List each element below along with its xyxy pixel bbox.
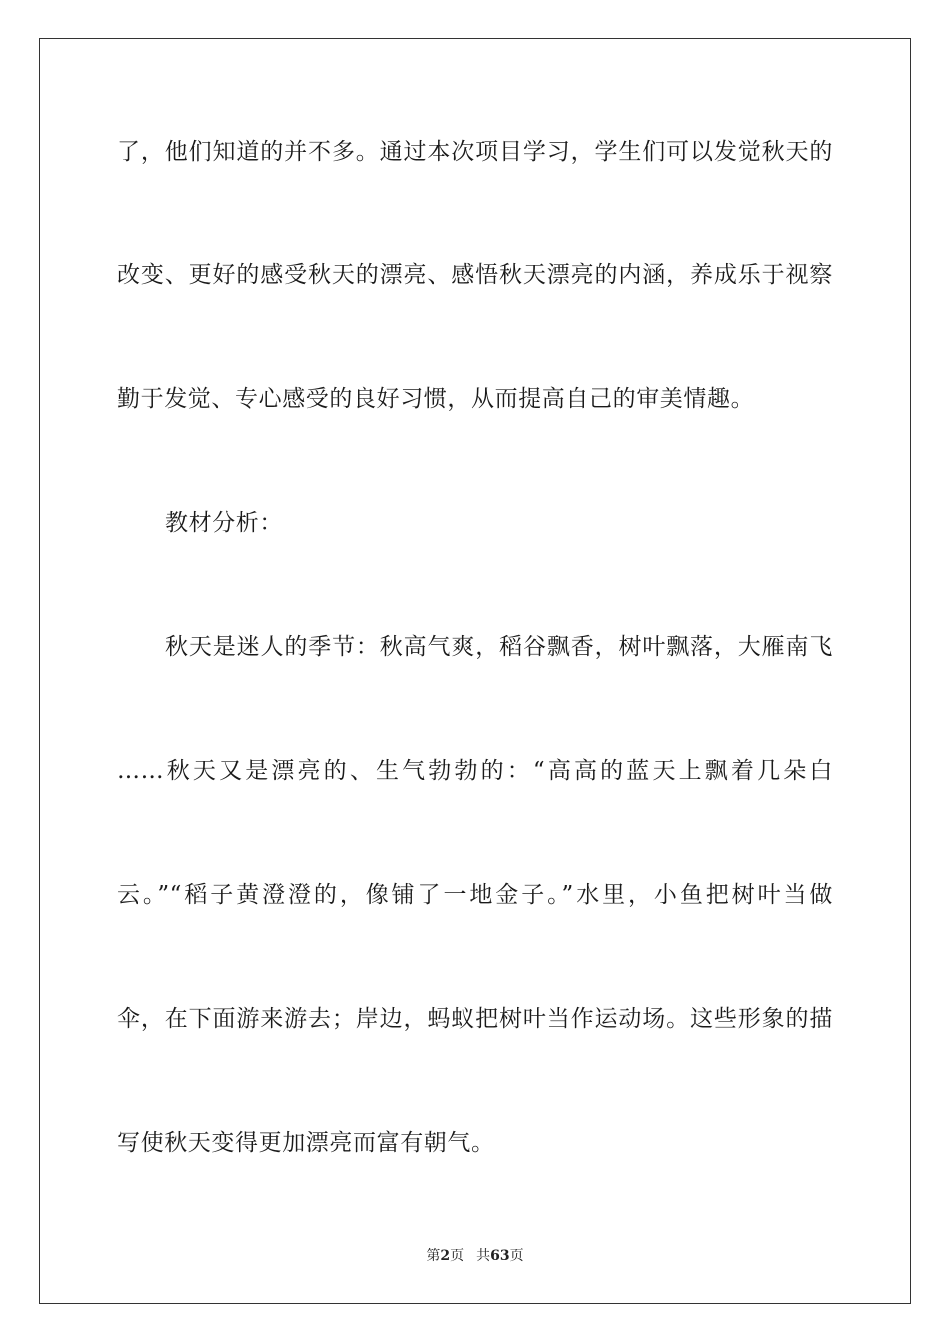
footer-total-suffix: 页 <box>509 1248 524 1264</box>
footer-page-prefix: 第 <box>426 1248 441 1264</box>
footer-page-number: 2 <box>440 1248 451 1264</box>
section-heading: 教材分析： <box>165 510 283 536</box>
body-line-9: 写使秋天变得更加漂亮而富有朝气。 <box>117 1130 495 1156</box>
footer-total-prefix: 共 <box>476 1248 491 1264</box>
page-border <box>39 38 911 1304</box>
footer-total-number: 63 <box>490 1248 510 1264</box>
body-line-2: 改变、更好的感受秋天的漂亮、感悟秋天漂亮的内涵，养成乐于视察 <box>117 262 833 288</box>
body-line-5: 秋天是迷人的季节：秋高气爽，稻谷飘香，树叶飘落，大雁南飞 <box>165 634 833 660</box>
body-line-6: ……秋天又是漂亮的、生气勃勃的：“高高的蓝天上飘着几朵白 <box>117 758 833 784</box>
body-line-3: 勤于发觉、专心感受的良好习惯，从而提高自己的审美情趣。 <box>117 386 755 412</box>
footer-page-suffix: 页 <box>450 1248 465 1264</box>
body-line-8: 伞，在下面游来游去；岸边，蚂蚁把树叶当作运动场。这些形象的描 <box>117 1006 833 1032</box>
body-line-1: 了，他们知道的并不多。通过本次项目学习，学生们可以发觉秋天的 <box>117 139 833 165</box>
body-line-7: 云。”“稻子黄澄澄的，像铺了一地金子。”水里，小鱼把树叶当做 <box>117 882 833 908</box>
page-footer <box>0 1247 950 1265</box>
